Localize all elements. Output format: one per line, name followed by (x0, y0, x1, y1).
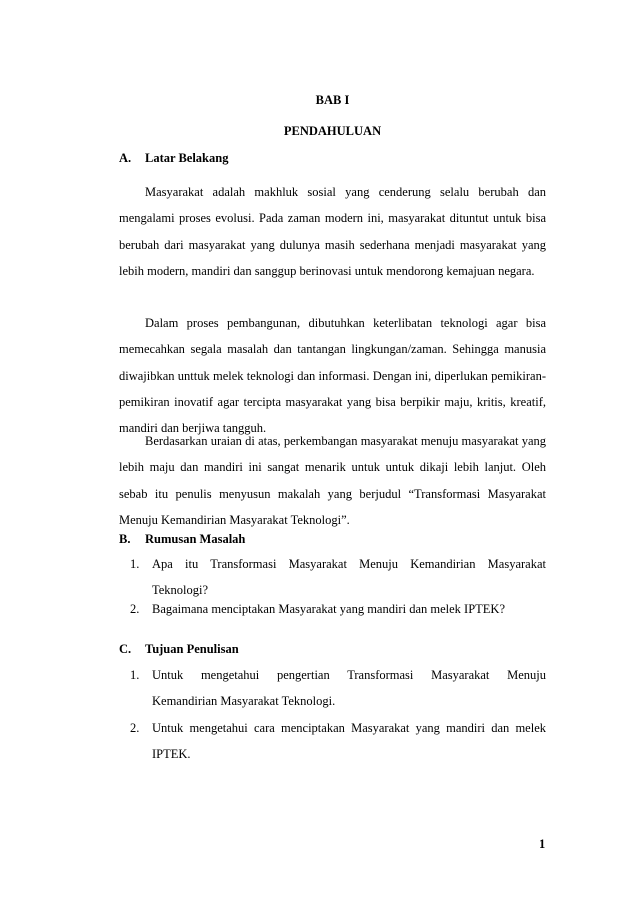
page-number: 1 (539, 837, 546, 851)
chapter-label: BAB I (315, 93, 350, 107)
paragraph-3: Berdasarkan uraian di atas, perkembangan masyarakat menuju masyarakat yang lebih maju dan mandiri ini sangat menarik untuk untuk dikaji lebih lanjut. Oleh sebab itu penulis menyusun makalah yang berjudul “Transformasi Masyarakat Menuju Kemandirian Masyarakat Teknologi”. (119, 434, 546, 527)
section-title: Tujuan Penulisan (145, 642, 239, 656)
list-text: Apa itu Transformasi Masyarakat Menuju Kemandirian Masyarakat (152, 557, 546, 571)
list-number: 1. (130, 557, 140, 571)
section-letter: C. (119, 642, 132, 656)
list-number: 2. (130, 721, 140, 735)
section-b-heading (119, 532, 245, 547)
list-text: Untuk mengetahui pengertian Transformasi Masyarakat Menuju (152, 668, 546, 682)
list-number: 2. (130, 602, 140, 616)
list-item (119, 596, 546, 622)
section-a-heading (119, 151, 228, 166)
section-title: Latar Belakang (145, 151, 229, 165)
paragraph-2: Dalam proses pembangunan, dibutuhkan keterlibatan teknologi agar bisa memecahkan segala masalah dan tantangan lingkungan/zaman. Sehingga manusia diwajibkan unttuk melek teknologi dan informasi. Dengan ini, diperlukan pemikiran-pemikiran inovatif agar tercipta masyarakat yang bisa berpikir maju, kritis, kreatif, mandiri dan berjiwa tangguh. (119, 316, 546, 436)
section-c-heading (119, 642, 239, 657)
chapter-title: PENDAHULUAN (283, 124, 382, 138)
list-text-continued: IPTEK. (152, 747, 191, 762)
list-text: Bagaimana menciptakan Masyarakat yang mandiri dan melek IPTEK? (152, 602, 505, 616)
section-letter: A. (119, 151, 132, 165)
list-text-continued: Kemandirian Masyarakat Teknologi. (152, 694, 336, 709)
section-title: Rumusan Masalah (145, 532, 246, 546)
paragraph-1: Masyarakat adalah makhluk sosial yang cenderung selalu berubah dan mengalami proses evolusi. Pada zaman modern ini, masyarakat dituntut untuk bisa berubah dari masyarakat yang dulunya masih sederhana menjadi masyarakat yang lebih modern, mandiri dan sanggup berinovasi untuk mendorong kemajuan negara. (119, 185, 546, 278)
list-text-continued: Teknologi? (152, 583, 209, 598)
list-number: 1. (130, 668, 140, 682)
list-item (119, 715, 546, 768)
section-letter: B. (119, 532, 131, 546)
list-text: Untuk mengetahui cara menciptakan Masyarakat yang mandiri dan melek (152, 721, 546, 735)
list-item (119, 662, 546, 715)
